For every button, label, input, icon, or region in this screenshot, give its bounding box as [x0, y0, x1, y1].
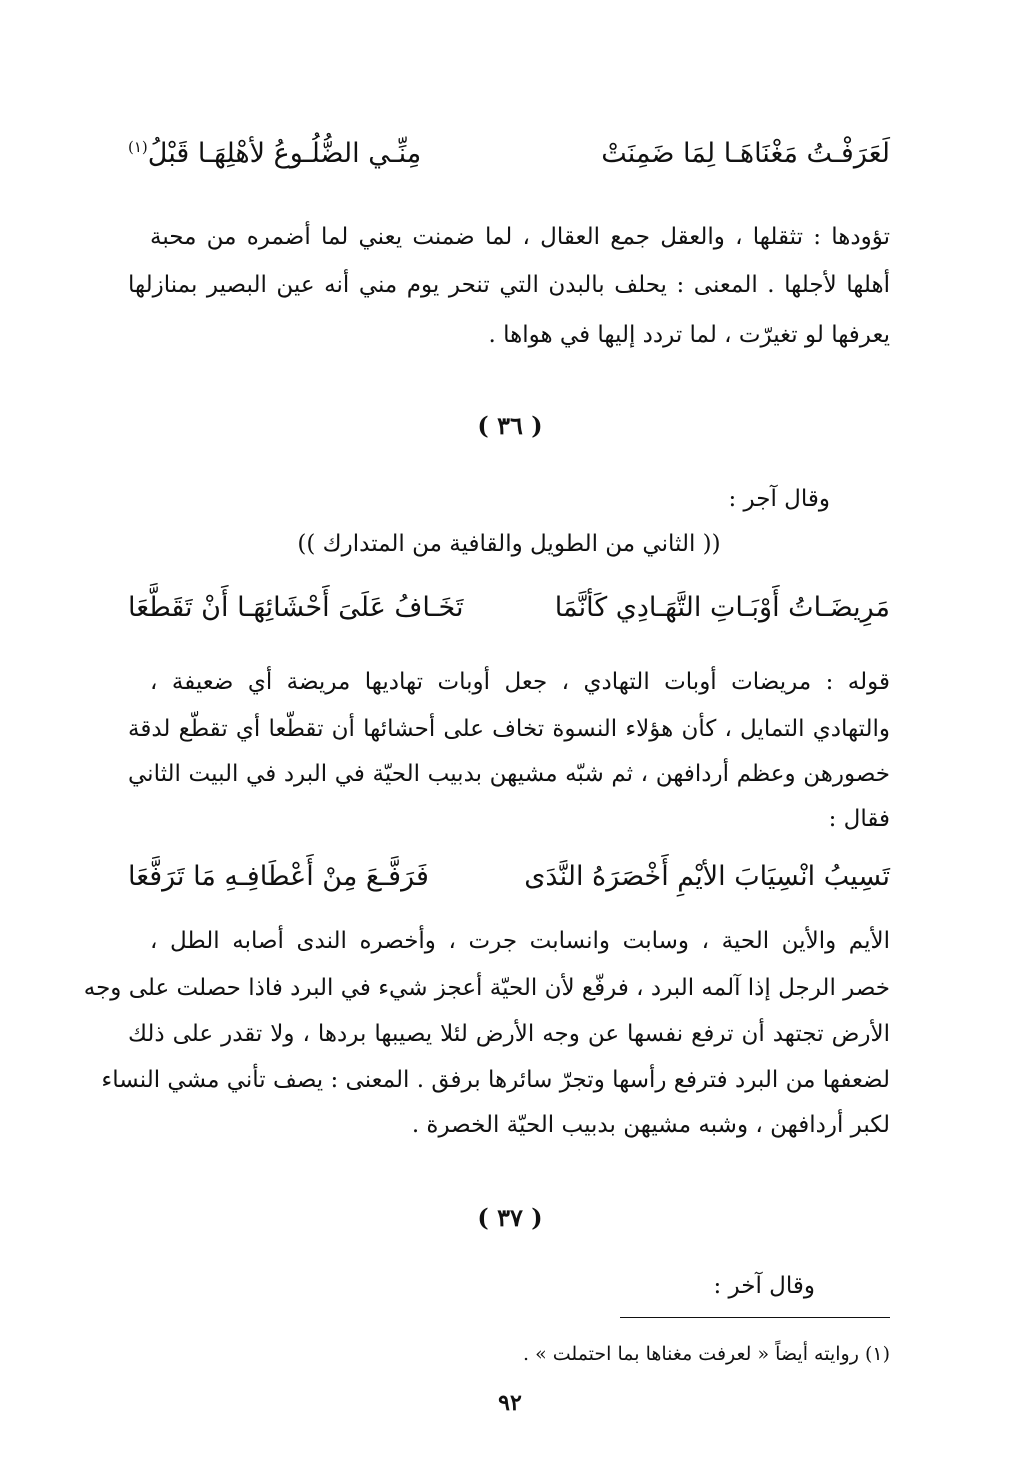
- commentary-line: أهلها لأجلها . المعنى : يحلف بالبدن التي تنحر يوم مني أنه عين البصير بمنازلها: [128, 272, 890, 298]
- commentary-line: [128, 215, 890, 260]
- poem-intro-text: وقال آخر :: [713, 1273, 815, 1299]
- page-number: ٩٢: [498, 1390, 522, 1416]
- verse-second-hemistich-text: مِنِّـي الضُّلُـوعُ لأهْلِهَـا قَبْلُ: [147, 137, 422, 169]
- commentary-line: [128, 660, 890, 705]
- poem-number: ( ٣٧ ): [477, 1203, 543, 1232]
- poem-intro: [128, 1264, 890, 1309]
- verse-line: [128, 851, 890, 901]
- commentary-line-text: الأيم والأين الحية ، وسابت وانسابت جرت ، وأخصره الندى أصابه الطل ،: [150, 928, 890, 954]
- poem-number: ( ٣٦ ): [477, 411, 543, 440]
- commentary-line-text: قوله : مريضات أوبات التهادي ، جعل أوبات تهاديها مريضة أي ضعيفة ،: [150, 669, 890, 695]
- footnote-marker: (١): [864, 1343, 890, 1365]
- commentary-line: الأرض تجتهد أن ترفع نفسها عن وجه الأرض لئلا يصيبها بردها ، ولا تقدر على ذلك: [128, 1021, 890, 1047]
- verse-first-hemistich: مَرِيضَـاتُ أَوْبَـاتِ التَّهَـادِي كَأنَّمَا: [554, 591, 890, 623]
- poem-intro-text: وقال آجر :: [728, 486, 830, 512]
- verse-first-hemistich: تَسِيبُ انْسِيَابَ الأيْمِ أَخْصَرَهُ النَّدَى: [524, 860, 890, 892]
- commentary-line: خصر الرجل إذا آلمه البرد ، فرفّع لأن الحيّة أعجز شيء في البرد فاذا حصلت على وجه: [83, 975, 890, 1001]
- commentary-line: [128, 919, 890, 964]
- verse-first-hemistich: لَعَرَفْـتُ مَغْنَاهَـا لِمَا ضَمِنَتْ: [601, 137, 890, 169]
- meter-note: (( الثاني من الطويل والقافية من المتدارك )): [297, 531, 721, 557]
- verse-second-hemistich: [128, 138, 421, 169]
- commentary-line: خصورهن وعظم أردافهن ، ثم شبّه مشيهن بدبيب الحيّة في البرد في البيت الثاني: [128, 761, 890, 787]
- footnote-reference: (١): [128, 137, 148, 156]
- commentary-line: يعرفها لو تغيرّت ، لما تردد إليها في هواها .: [488, 322, 890, 348]
- commentary-line: لكبر أردافهن ، وشبه مشيهن بدبيب الحيّة الخصرة .: [411, 1112, 890, 1138]
- verse-line: [128, 582, 890, 632]
- footnote: [128, 1343, 890, 1365]
- verse-second-hemistich: فَرَفَّـعَ مِنْ أَعْطَافِـهِ مَا تَرَفَّعَا: [128, 860, 429, 892]
- verse-line: [128, 128, 890, 178]
- commentary-line-text: تؤودها : تثقلها ، والعقل جمع العقال ، لما ضمنت يعني لما أضمره من محبة: [150, 224, 890, 250]
- footnote-separator: [620, 1317, 890, 1318]
- verse-second-hemistich: تَخَـافُ عَلَىَ أَحْشَائِهَـا أَنْ تَقَطَّعَا: [128, 591, 464, 623]
- commentary-line: والتهادي التمايل ، كأن هؤلاء النسوة تخاف على أحشائها أن تقطّعا أي تقطّع لدقة: [128, 716, 890, 742]
- commentary-line: فقال :: [828, 806, 890, 832]
- footnote-text: روايته أيضاً « لعرفت مغناها بما احتملت » .: [523, 1343, 859, 1365]
- poem-intro: [128, 477, 890, 522]
- commentary-line: لضعفها من البرد فترفع رأسها وتجرّ سائرها برفق . المعنى : يصف تأني مشي النساء: [101, 1067, 890, 1093]
